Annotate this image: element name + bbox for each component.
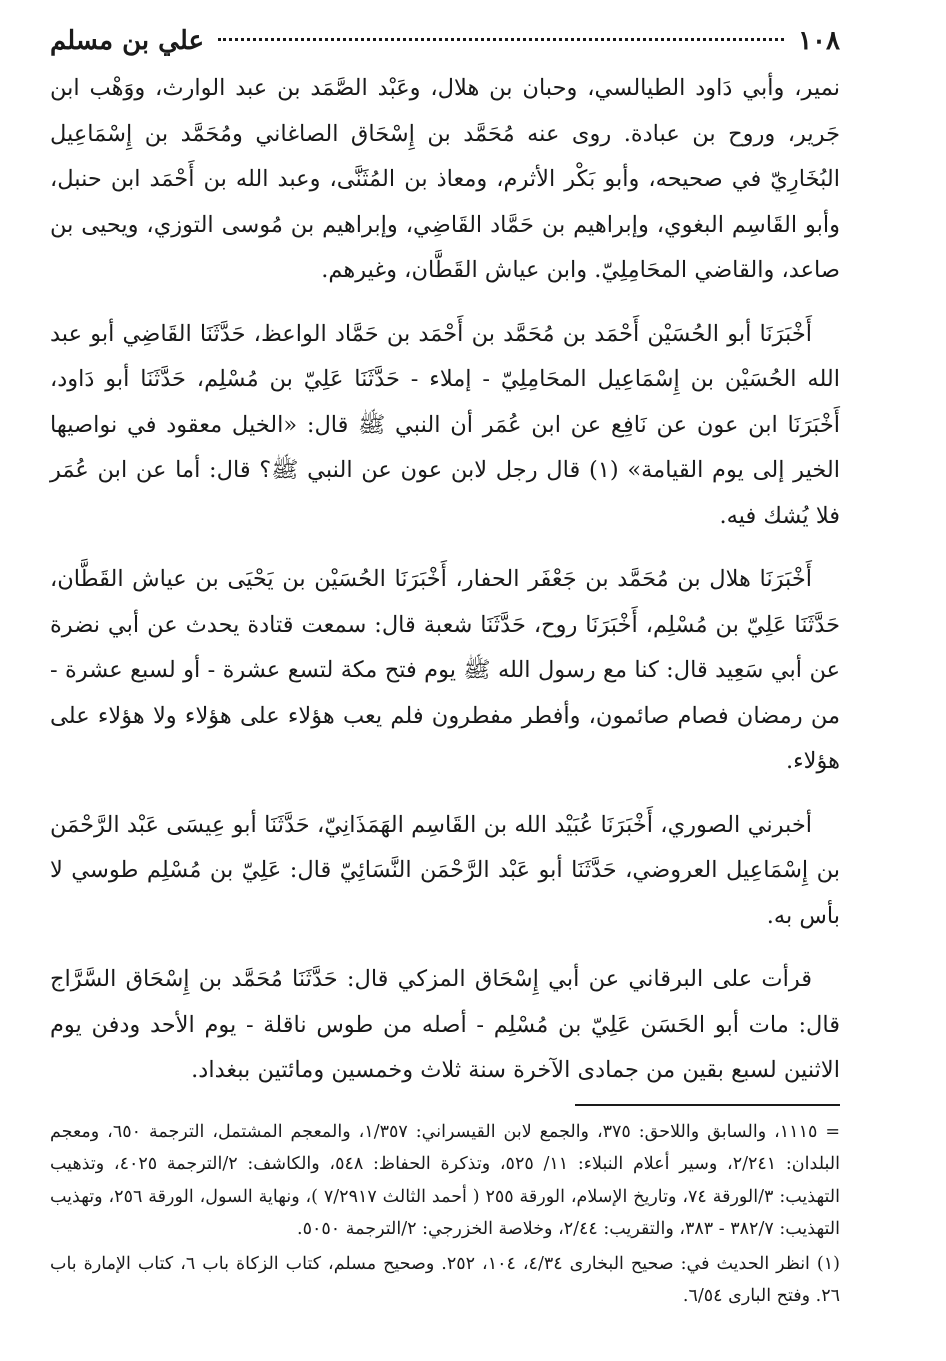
paragraph-3: أَخْبَرَنَا هلال بن مُحَمَّد بن جَعْفَر الحفار، أَخْبَرَنَا الحُسَيْن بن يَحْيَى بن عياش القَطَّان، حَدَّثَنَا عَلِيّ بن مُسْلِم، أَخْبَرَنَا روح، حَدَّثَنَا شعبة قال: سمعت قتادة يحدث عن أبي نضرة عن أبي سَعِيد قال: كنا مع رسول الله ﷺ يوم فتح مكة لتسع عشرة - أو لسبع عشرة - من رمضان فصام صائمون، وأفطر مفطرون فلم يعب هؤلاء على هؤلاء ولا هؤلاء على هؤلاء. (50, 566, 840, 774)
paragraph-5: قرأت على البرقاني عن أبي إِسْحَاق المزكي قال: حَدَّثَنَا مُحَمَّد بن إِسْحَاق السَّرَّاج قال: مات أبو الحَسَن عَلِيّ بن مُسْلِم - أصله من طوس ناقلة - يوم الأحد ودفن يوم الاثنين لسبع بقين من جمادى الآخرة سنة ثلاث وخمسين ومائتين ببغداد. (50, 966, 840, 1083)
paragraph-2: أَخْبَرَنَا أبو الحُسَيْن أَحْمَد بن مُحَمَّد بن أَحْمَد بن حَمَّاد الواعظ، حَدَّثَنَا القَاضِي أبو عبد الله الحُسَيْن بن إِسْمَاعِيل المحَامِلِيّ - إملاء - حَدَّثَنَا عَلِيّ بن مُسْلِم، حَدَّثَنَا أبو دَاود، أَخْبَرَنَا ابن عون عن نَافِع عن ابن عُمَر أن النبي ﷺ قال: «الخيل معقود في نواصيها الخير إلى يوم القيامة» (١) قال رجل لابن عون عن النبي ﷺ؟ قال: أما عن ابن عُمَر فلا يُشك فيه. (50, 320, 840, 529)
page-number: ١٠٨ (798, 26, 840, 56)
paragraph-4: أخبرني الصوري، أَخْبَرَنَا عُبَيْد الله بن القَاسِم الهَمَذَانِيّ، حَدَّثَنَا أبو عِيسَى عَبْد الرَّحْمَن بن إِسْمَاعِيل العروضي، حَدَّثَنَا أبو عَبْد الرَّحْمَن النَّسَائِيّ قال: عَلِيّ بن مُسْلِم طوسي لا بأس به. (50, 811, 840, 929)
paragraph-1: نمير، وأبي دَاود الطيالسي، وحبان بن هلال، وعَبْد الصَّمَد بن عبد الوارث، ووَهْب ابن جَرير، وروح بن عبادة. روى عنه مُحَمَّد بن إِسْحَاق الصاغاني ومُحَمَّد بن إِسْمَاعِيل البُخَارِيّ في صحيحه، وأبو بَكْر الأثرم، ومعاذ بن المُثَنَّى، وعبد الله بن أَحْمَد ابن حنبل، وأبو القَاسِم البغوي، وإبراهيم بن حَمَّاد القَاضِي، وإبراهيم بن مُوسى التوزي، ويحيى بن صاعد، والقاضي المحَامِلِيّ. وابن عياش القَطَّان، وغيرهم. (50, 75, 840, 283)
header-dot-leader (218, 38, 784, 41)
footnote-separator (575, 1104, 840, 1106)
running-header (50, 22, 840, 60)
running-title: علي بن مسلم (50, 26, 204, 56)
footnote-1: (١) انظر الحديث في: صحيح البخارى ٤/٣٤، ١٠٤، ٢٥٢. وصحيح مسلم، كتاب الزكاة باب ٦، كتاب الإمارة باب ٢٦. وفتح البارى ٦/٥٤. (50, 1253, 840, 1306)
footnote-continuation: = ١١١٥، والسابق واللاحق: ٣٧٥، والجمع لابن القيسراني: ١/٣٥٧، والمعجم المشتمل، الترجمة ٦٥٠، ومعجم البلدان: ٢/٢٤١، وسير أعلام النبلاء: ١١/ ٥٢٥، وتذكرة الحفاظ: ٥٤٨، والكاشف: ٢/الترجمة ٤٠٢٥، وتذهيب التهذيب: ٣/الورقة ٧٤، وتاريخ الإسلام، الورقة ٢٥٥ ( أحمد الثالث ٧/٢٩١٧ )، ونهاية السول، الورقة ٢٥٦، وتهذيب التهذيب: ٣٨٢/٧ - ٣٨٣، والتقريب: ٢/٤٤، وخلاصة الخزرجي: ٢/الترجمة ٥٠٥٠. (50, 1121, 840, 1239)
document-page (50, 22, 840, 1313)
